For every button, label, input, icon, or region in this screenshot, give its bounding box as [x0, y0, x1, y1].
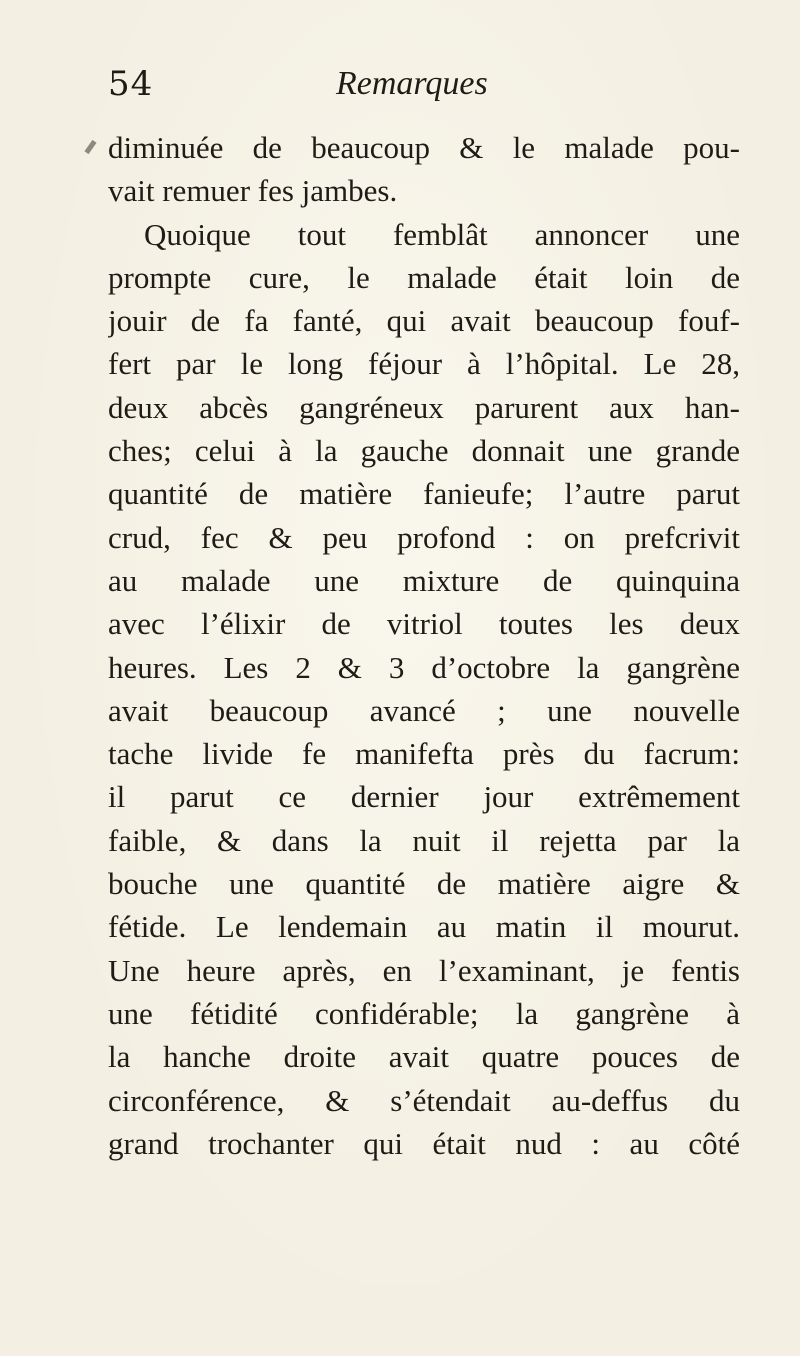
text-line: vait remuer fes jambes. — [108, 173, 398, 209]
text-line: prompte cure, le malade était loin de — [108, 259, 740, 295]
text-line: ches; celui à la gauche donnait une grande — [108, 433, 740, 469]
text-line: heures. Les 2 & 3 d’octobre la gangrène — [108, 649, 740, 685]
running-head-title: Remarques — [336, 65, 488, 102]
text-line: la hanche droite avait quatre pouces de — [108, 1039, 740, 1075]
text-line: Une heure après, en l’examinant, je fentis — [108, 952, 740, 988]
text-line: Quoique tout femblât annoncer une — [144, 216, 740, 252]
text-line: quantité de matière fanieufe; l’autre parut — [108, 476, 740, 512]
body-text — [108, 126, 740, 1165]
text-line: bouche une quantité de matière aigre & — [108, 866, 740, 902]
text-line: diminuée de beaucoup & le malade pou- — [108, 130, 740, 165]
text-line: crud, fec & peu profond : on prefcrivit — [108, 519, 740, 555]
text-line: il parut ce dernier jour extrêmement — [108, 779, 740, 815]
page-number: 54 — [108, 64, 154, 104]
text-line: jouir de fa fanté, qui avait beaucoup fouf- — [108, 303, 740, 339]
margin-mark — [84, 140, 96, 154]
text-line: avait beaucoup avancé ; une nouvelle — [108, 692, 740, 728]
text-line: faible, & dans la nuit il rejetta par la — [108, 822, 740, 858]
text-line: une fétidité confidérable; la gangrène à — [108, 995, 740, 1031]
text-line: fert par le long féjour à l’hôpital. Le 28, — [108, 346, 740, 382]
text-line: circonférence, & s’étendait au-deffus du — [108, 1082, 740, 1118]
text-line: fétide. Le lendemain au matin il mourut. — [108, 909, 740, 945]
text-line: deux abcès gangréneux parurent aux han- — [108, 389, 740, 425]
text-line: au malade une mixture de quinquina — [108, 562, 740, 598]
running-head — [108, 60, 748, 108]
text-line: grand trochanter qui était nud : au côté — [108, 1125, 740, 1161]
text-line: avec l’élixir de vitriol toutes les deux — [108, 606, 740, 642]
text-line: tache livide fe manifefta près du facrum: — [108, 736, 740, 772]
